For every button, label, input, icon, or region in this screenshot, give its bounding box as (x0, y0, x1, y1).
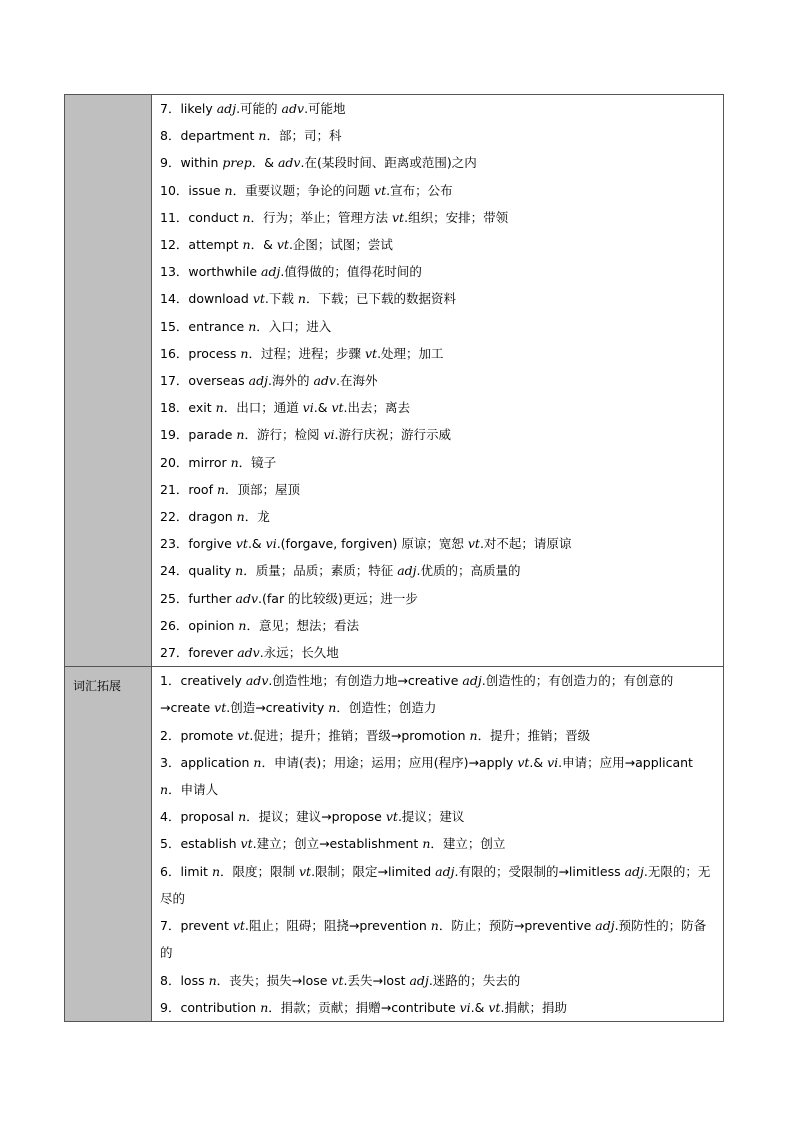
vocabulary-entry (160, 749, 717, 803)
part-of-speech: adv (245, 673, 269, 689)
entry-text: ．质量；品质；素质；特征 (243, 563, 398, 579)
part-of-speech: n (248, 318, 257, 334)
entry-text: ．创造性；创造力 (336, 700, 437, 716)
vocabulary-entry (160, 858, 717, 912)
entry-text: ．龙 (244, 509, 270, 525)
vocabulary-entry (160, 667, 717, 721)
vocabulary-entry (160, 285, 717, 312)
section-label-cell (65, 667, 152, 1022)
entry-text: .捐献；捐助 (500, 999, 567, 1015)
entry-text: .值得做的；值得花时间的 (280, 264, 422, 280)
vocabulary-entry (160, 557, 717, 584)
entry-text: .促进；提升；推销；晋级→promotion (249, 727, 470, 743)
part-of-speech: n (258, 128, 267, 144)
entry-text: .在(某段时间、距离或范围)之内 (300, 155, 477, 171)
entry-text: 25．further (160, 590, 236, 606)
entry-text: .海外的 (267, 373, 314, 389)
entry-text: ．建立；创立 (430, 836, 506, 852)
part-of-speech: n (422, 836, 431, 852)
entry-text: 8．loss (160, 972, 209, 988)
part-of-speech: vt (240, 836, 253, 852)
entry-text: .& (247, 536, 266, 552)
entry-text: 13．worthwhile (160, 264, 261, 280)
part-of-speech: n (211, 863, 220, 879)
vocabulary-entry (160, 503, 717, 530)
entry-text: .创造→creativity (226, 700, 329, 716)
part-of-speech: adj (595, 918, 615, 934)
vocabulary-entry (160, 639, 717, 666)
entry-text: .对不起；请原谅 (479, 536, 572, 552)
entry-text: .游行庆祝；游行示威 (334, 427, 451, 443)
part-of-speech: vt (235, 536, 248, 552)
entry-text: 20．mirror (160, 454, 231, 470)
part-of-speech: n (238, 617, 247, 633)
part-of-speech: vt (276, 237, 289, 253)
part-of-speech: vt (364, 345, 378, 361)
entry-text: .申请；应用→applicant (558, 754, 693, 770)
vocabulary-entry (160, 967, 717, 994)
entry-text: ．提升；推销；晋级 (477, 727, 591, 743)
part-of-speech: n (236, 427, 245, 443)
entry-text: 7．likely (160, 101, 217, 116)
part-of-speech: adj (435, 863, 455, 879)
entry-text: ．捐款；贡献；捐赠→contribute (268, 999, 460, 1015)
part-of-speech: n (242, 237, 251, 253)
vocabulary-entry (160, 612, 717, 639)
part-of-speech: vt (232, 918, 245, 934)
entry-text: .可能地 (304, 101, 346, 116)
entry-text: ．下载；已下载的数据资料 (305, 291, 456, 307)
part-of-speech: n (260, 999, 269, 1015)
part-of-speech: adj (624, 863, 644, 879)
entry-text: .宣布；公布 (386, 182, 453, 198)
entry-text: ．行为；举止；管理方法 (250, 209, 392, 225)
part-of-speech: vt (467, 536, 480, 552)
entry-text: .阻止；阻碍；阻挠→prevention (244, 918, 431, 934)
vocabulary-entry (160, 912, 717, 966)
part-of-speech: adv (277, 155, 301, 171)
vocabulary-entry (160, 585, 717, 612)
vocabulary-entry (160, 367, 717, 394)
entry-text: .有限的；受限制的→limitless (454, 863, 625, 879)
entry-text: .永远；长久地 (259, 645, 339, 661)
entry-text: ．申请(表)；用途；运用；应用(程序)→apply (261, 754, 518, 770)
entry-text: 24．quality (160, 563, 236, 579)
entry-text: .限制；限定→limited (311, 863, 436, 879)
entry-text: 15．entrance (160, 318, 249, 334)
entry-text: 19．parade (160, 427, 237, 443)
part-of-speech: vi (323, 427, 335, 443)
part-of-speech: n (238, 809, 247, 825)
part-of-speech: vt (252, 291, 265, 307)
entry-text: ．入口；进入 (256, 318, 332, 334)
vocabulary-entry (160, 204, 717, 231)
entry-text: .处理；加工 (377, 345, 444, 361)
part-of-speech: n (236, 509, 245, 525)
part-of-speech: n (160, 782, 169, 798)
part-of-speech: vt (385, 809, 398, 825)
entry-text: .优质的；高质量的 (416, 563, 521, 579)
entry-text: ．申请人 (168, 782, 219, 798)
entry-text: ．镜子 (238, 454, 277, 470)
part-of-speech: n (230, 454, 239, 470)
part-of-speech: prep (222, 155, 252, 171)
entry-text: .创造性的；有创造力的；有创意的→create (160, 673, 674, 716)
part-of-speech: adv (281, 101, 305, 116)
entry-text: 4．proposal (160, 809, 239, 825)
part-of-speech: vt (517, 754, 530, 770)
vocabulary-expansion-row (65, 667, 724, 1022)
core-vocabulary-list (152, 95, 723, 666)
vocabulary-entry (160, 95, 717, 122)
part-of-speech: adj (409, 972, 429, 988)
entry-text: 8．department (160, 128, 259, 144)
entry-text: 27．forever (160, 645, 238, 661)
entry-text: 7．prevent (160, 918, 233, 934)
entry-text: .下载 (264, 291, 298, 307)
part-of-speech: n (297, 291, 306, 307)
entry-text: .无限的；无尽的 (160, 863, 711, 906)
part-of-speech: vt (331, 400, 344, 416)
section-label: 词汇拓展 (73, 679, 122, 694)
part-of-speech: adj (248, 373, 268, 389)
entry-text: ．提议；建议→propose (246, 809, 386, 825)
part-of-speech: adv (237, 645, 260, 661)
entry-text: ．出口；通道 (223, 400, 303, 416)
entry-text: ．游行；检阅 (244, 427, 324, 443)
entry-text: .预防性的；防备的 (160, 918, 707, 961)
vocabulary-entry (160, 394, 717, 421)
entry-text: .在海外 (335, 373, 378, 389)
section-label-cell (65, 95, 152, 667)
part-of-speech: vi (265, 536, 277, 552)
entry-text: ．防止；预防→preventive (438, 918, 596, 934)
entry-text: .& (313, 400, 332, 416)
vocabulary-entry (160, 122, 717, 149)
entry-text: .丢失→lost (343, 972, 410, 988)
vocabulary-entry (160, 340, 717, 367)
part-of-speech: n (216, 481, 226, 497)
part-of-speech: n (224, 182, 233, 198)
vocabulary-entry (160, 803, 717, 830)
entry-text: ．限度；限制 (220, 863, 299, 879)
entry-text: ．& (250, 237, 277, 253)
entry-text: 17．overseas (160, 373, 249, 389)
entry-text: 9．within (160, 155, 223, 171)
entry-text: .& (529, 754, 548, 770)
entry-text: .迷路的；失去的 (428, 972, 521, 988)
part-of-speech: vi (547, 754, 559, 770)
vocabulary-expansion-list (152, 667, 723, 1021)
vocabulary-entry (160, 258, 717, 285)
part-of-speech: n (328, 700, 337, 716)
entry-text: 2．promote (160, 727, 238, 743)
entry-text: .创造性地；有创造力地→creative (268, 673, 463, 689)
part-of-speech: n (215, 400, 224, 416)
vocabulary-table (64, 94, 724, 1022)
part-of-speech: adj (261, 264, 281, 280)
entry-text: .建立；创立→establishment (252, 836, 423, 852)
part-of-speech: vi (302, 400, 314, 416)
part-of-speech: n (235, 563, 244, 579)
entry-text: 3．application (160, 754, 254, 770)
entry-text: 16．process (160, 345, 241, 361)
entry-text: 21．roof (160, 481, 217, 497)
entry-text: .提议；建议 (397, 809, 465, 825)
part-of-speech: adj (462, 673, 482, 689)
entry-text: 1．creatively (160, 673, 246, 689)
entry-text: ．部；司；科 (266, 128, 342, 144)
core-vocabulary-list-cell (152, 95, 724, 667)
entry-text: 18．exit (160, 400, 216, 416)
vocabulary-entry (160, 177, 717, 204)
section-label (65, 95, 151, 105)
entry-text: ．重要议题；争论的问题 (232, 182, 375, 198)
entry-text: .企图；试图；尝试 (288, 237, 393, 253)
part-of-speech: vt (214, 700, 227, 716)
vocabulary-expansion-list-cell (152, 667, 724, 1022)
entry-text: ．顶部；屋顶 (225, 481, 301, 497)
entry-text: 5．establish (160, 836, 241, 852)
entry-text: .组织；安排；带领 (404, 209, 509, 225)
entry-text: 9．contribution (160, 999, 261, 1015)
part-of-speech: vi (459, 999, 471, 1015)
part-of-speech: n (242, 209, 251, 225)
part-of-speech: adv (235, 590, 259, 606)
vocabulary-entry (160, 149, 717, 176)
entry-text: 10．issue (160, 182, 225, 198)
vocabulary-entry (160, 476, 717, 503)
part-of-speech: vt (237, 727, 250, 743)
part-of-speech: n (469, 727, 478, 743)
vocabulary-entry (160, 449, 717, 476)
entry-text: .(forgave, forgiven) 原谅；宽恕 (276, 536, 468, 552)
part-of-speech: vt (374, 182, 387, 198)
entry-text: 14．download (160, 291, 253, 307)
entry-text: ．意见；想法；看法 (246, 617, 359, 633)
entry-text: ．丧失；损失→lose (216, 972, 332, 988)
entry-text: 12．attempt (160, 237, 243, 253)
part-of-speech: adv (313, 373, 336, 389)
part-of-speech: vt (298, 863, 312, 879)
entry-text: 11．conduct (160, 209, 243, 225)
vocabulary-entry (160, 231, 717, 258)
entry-text: 6．limit (160, 863, 212, 879)
part-of-speech: n (430, 918, 439, 934)
part-of-speech: n (253, 754, 262, 770)
part-of-speech: vt (331, 972, 344, 988)
entry-text: 26．opinion (160, 617, 239, 633)
entry-text: 23．forgive (160, 536, 236, 552)
vocabulary-entry (160, 722, 717, 749)
part-of-speech: vt (392, 209, 405, 225)
part-of-speech: vt (488, 999, 501, 1015)
entry-text: .& (470, 999, 489, 1015)
part-of-speech: adj (216, 101, 237, 116)
vocabulary-entry (160, 421, 717, 448)
entry-text: ．过程；进程；步骤 (248, 345, 365, 361)
part-of-speech: n (240, 345, 249, 361)
entry-text: 22．dragon (160, 509, 237, 525)
vocabulary-entry (160, 313, 717, 340)
entry-text: .(far 的比较级)更远；进一步 (258, 590, 418, 606)
entry-text: .出去；离去 (343, 400, 411, 416)
part-of-speech: n (208, 972, 217, 988)
vocabulary-entry (160, 530, 717, 557)
vocabulary-entry (160, 830, 717, 857)
entry-text: ．& (251, 155, 278, 171)
part-of-speech: adj (397, 563, 417, 579)
vocabulary-entry (160, 994, 717, 1021)
core-vocabulary-row (65, 95, 724, 667)
entry-text: .可能的 (236, 101, 282, 116)
